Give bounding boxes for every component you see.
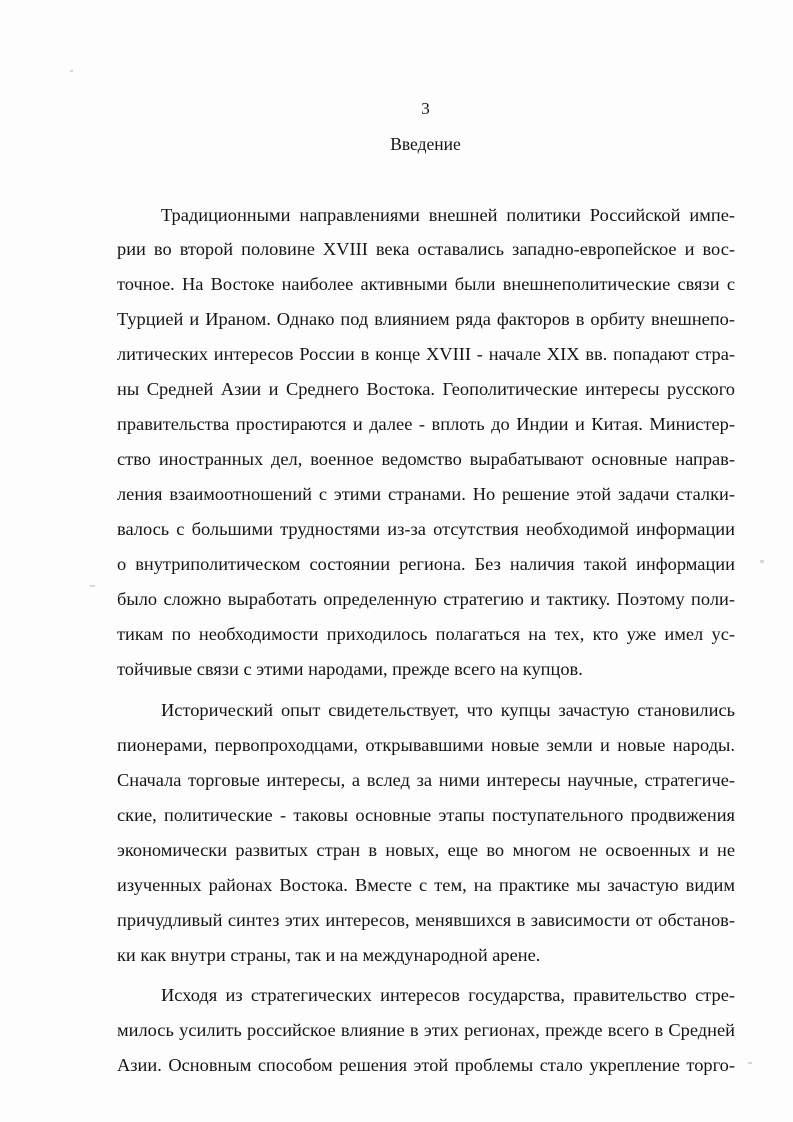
paragraph-line: Исходя из стратегических интересов государства, правительство стре- — [161, 985, 735, 1005]
paragraph-line: Традиционными направлениями внешней политики Российской импе- — [161, 205, 735, 225]
section-heading: Введение — [390, 134, 461, 154]
page-number: 3 — [421, 99, 430, 118]
scan-noise-mark — [748, 1062, 752, 1064]
paragraph-line: Исторический опыт свидетельствует, что купцы зачастую становились — [161, 700, 735, 720]
paragraph-line: тойчивые связи с этими народами, прежде всего на купцов. — [117, 659, 583, 679]
paragraph-line: Турцией и Ираном. Однако под влиянием ряда факторов в орбиту внешнепо- — [117, 309, 735, 329]
paragraph-line: ны Средней Азии и Среднего Востока. Геополитические интересы русского — [117, 379, 735, 399]
paragraph-line: ления взаимоотношений с этими странами. Но решение этой задачи сталки- — [117, 484, 735, 504]
paragraph-line: экономически развитых стран в новых, еще во многом не освоенных и не — [117, 840, 735, 860]
paragraph-line: ки как внутри страны, так и на международной арене. — [117, 945, 541, 965]
paragraph-line: изученных районах Востока. Вместе с тем, на практике мы зачастую видим — [117, 875, 735, 895]
paragraph-line: причудливый синтез этих интересов, менявшихся в зависимости от обстанов- — [117, 910, 735, 930]
paragraph-line: точное. На Востоке наиболее активными были внешнеполитические связи с — [117, 274, 735, 294]
scan-noise-mark — [70, 70, 73, 72]
paragraph-line: было сложно выработать определенную стратегию и тактику. Поэтому поли- — [117, 589, 735, 609]
paragraph-line: тикам по необходимости приходилось полагаться на тех, кто уже имел ус- — [117, 624, 735, 644]
scan-noise-mark — [90, 585, 95, 587]
paragraph-line: валось с большими трудностями из-за отсутствия необходимой информации — [117, 519, 735, 539]
paragraph-line: Азии. Основным способом решения этой проблемы стало укрепление торго- — [117, 1055, 735, 1075]
paragraph-line: правительства простираются и далее - вплоть до Индии и Китая. Министер- — [117, 414, 735, 434]
paragraph-line: пионерами, первопроходцами, открывавшими новые земли и новые народы. — [117, 735, 735, 755]
paragraph-line: милось усилить российское влияние в этих регионах, прежде всего в Средней — [117, 1020, 735, 1040]
paragraph-line: Сначала торговые интересы, а вслед за ними интересы научные, стратегиче- — [117, 770, 735, 790]
paragraph-line: ские, политические - таковы основные этапы поступательного продвижения — [117, 805, 735, 825]
paragraph-line: рии во второй половине XVIII века оставались западно-европейское и вос- — [117, 239, 735, 259]
paragraph-line: литических интересов России в конце XVIII - начале XIX вв. попадают стра- — [117, 344, 735, 364]
scan-noise-mark — [760, 560, 764, 563]
paragraph-line: ство иностранных дел, военное ведомство вырабатывают основные направ- — [117, 449, 735, 469]
paragraph-line: о внутриполитическом состоянии региона. Без наличия такой информации — [117, 554, 735, 574]
